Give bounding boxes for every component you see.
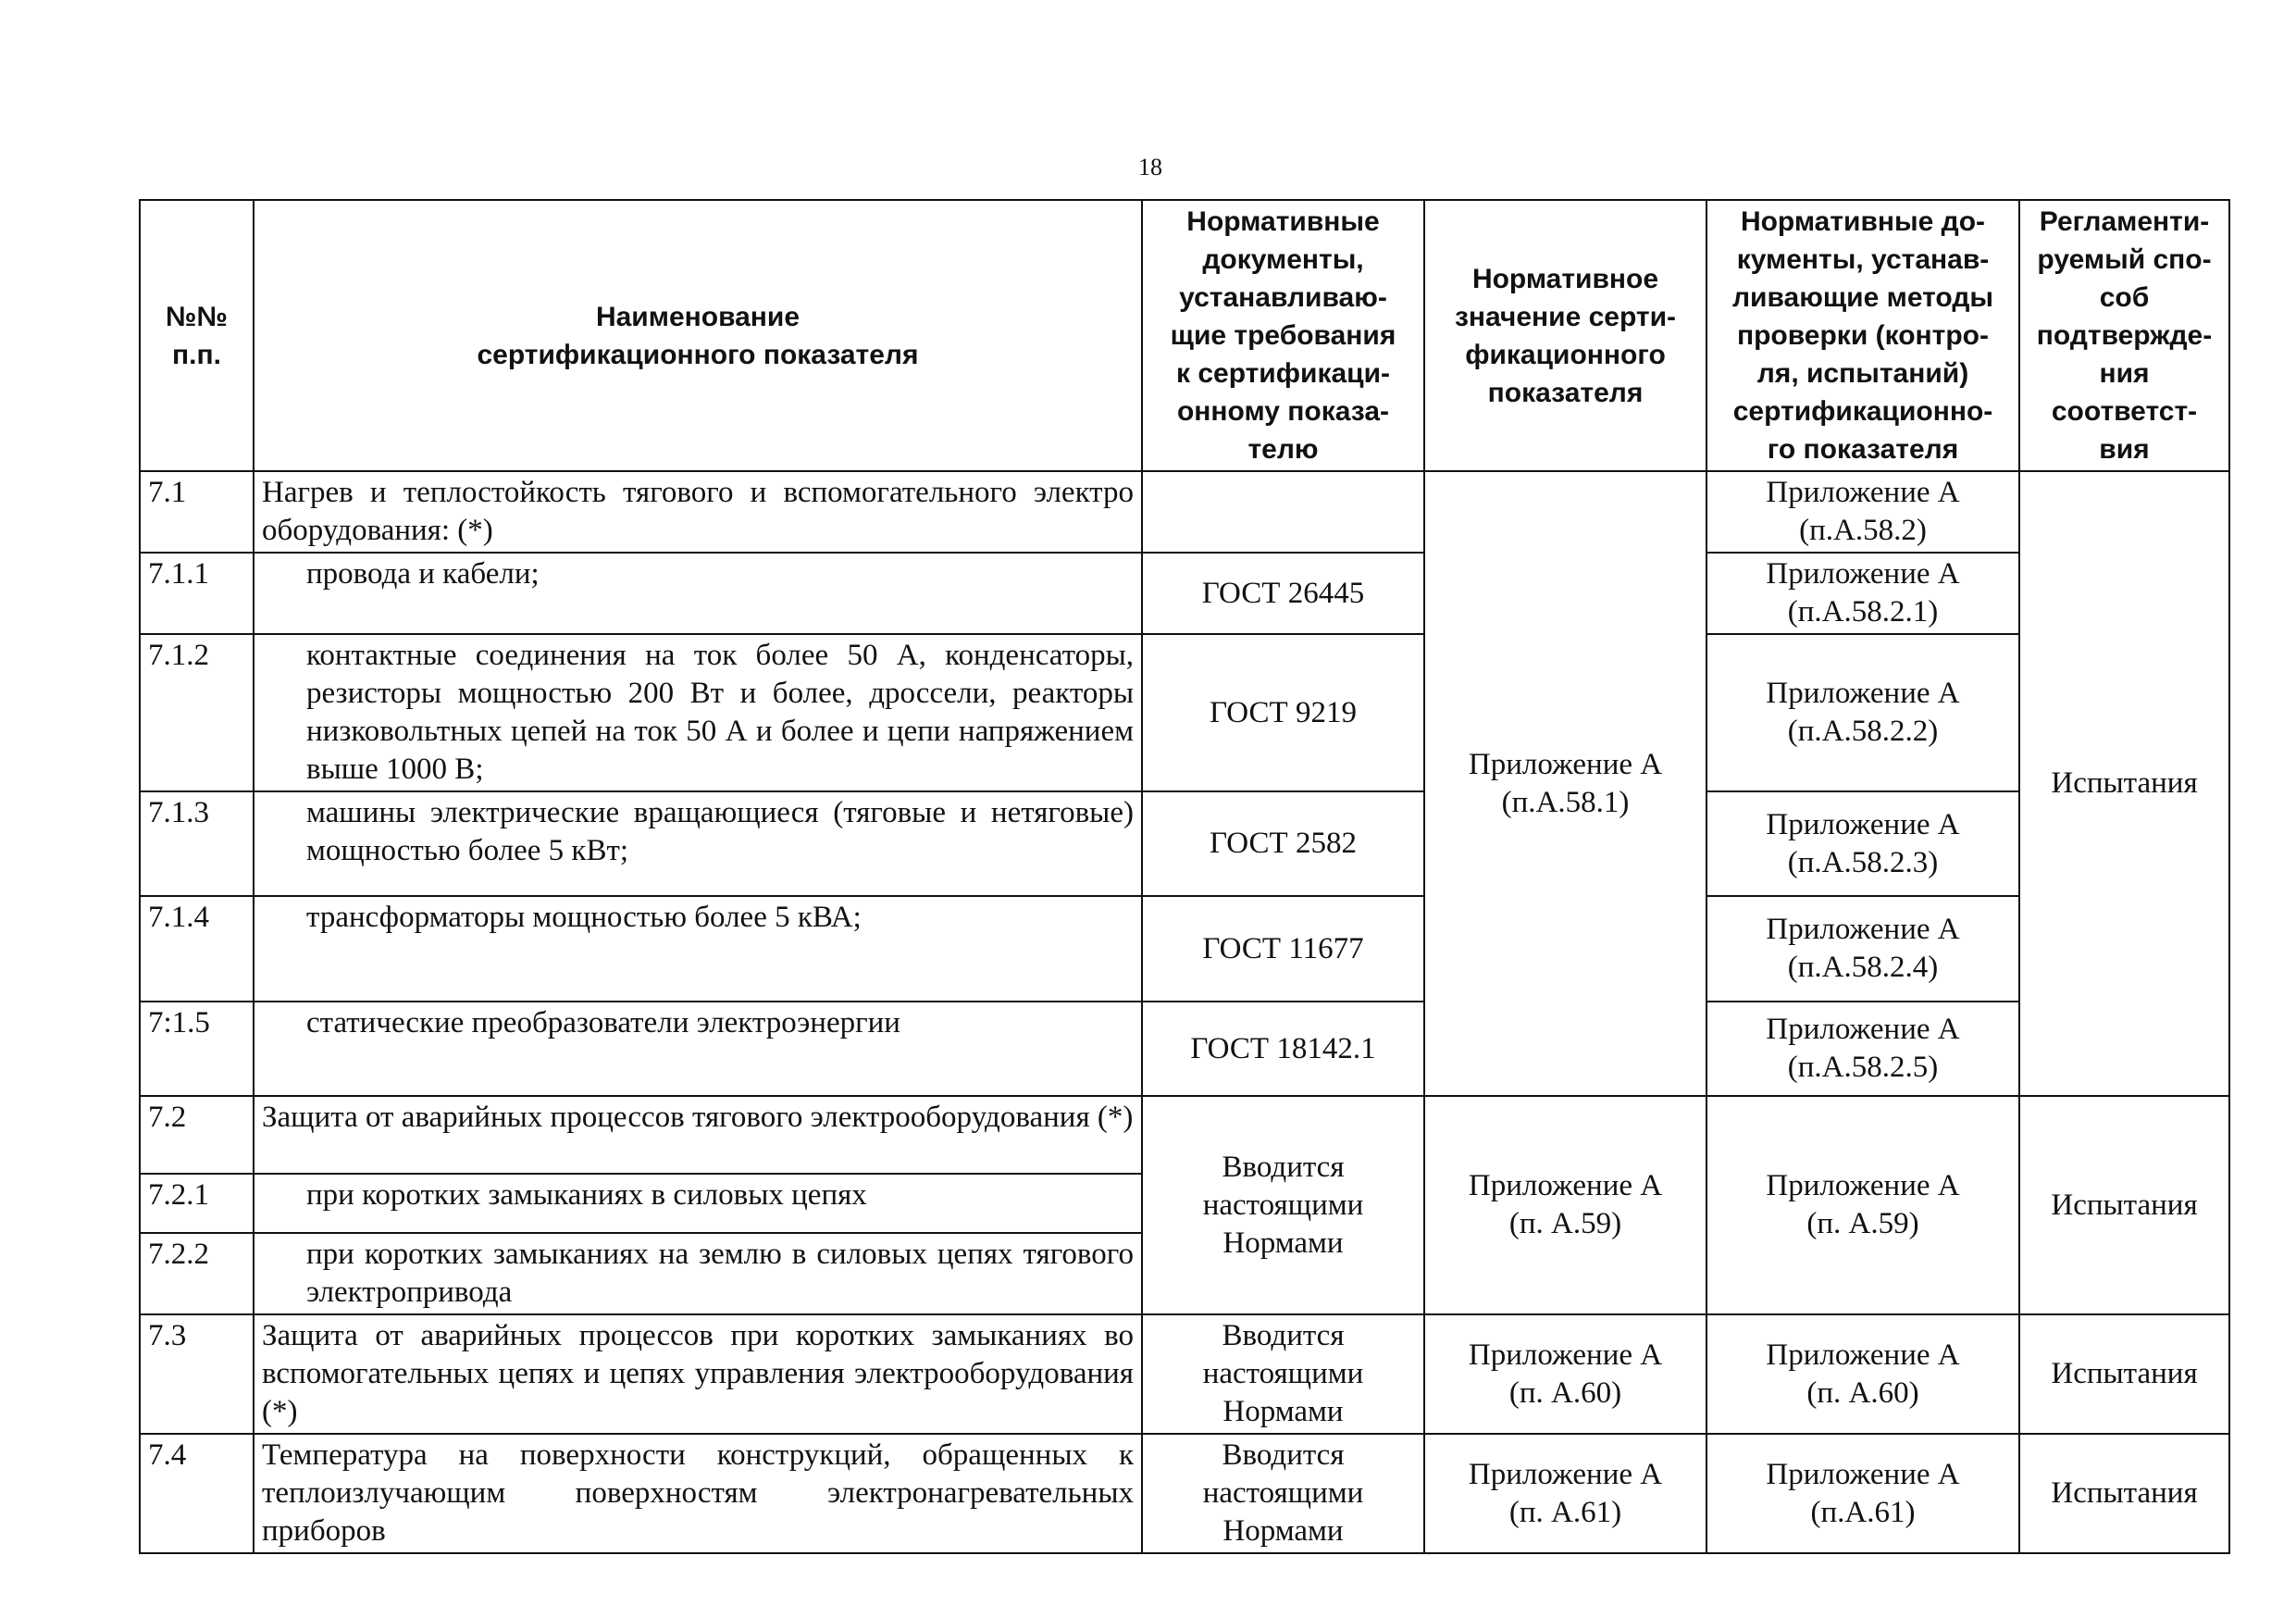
row-method: Испытания [2019, 1314, 2229, 1434]
row-test: Приложение А (п.А.58.2.4) [1706, 896, 2019, 1002]
table-row [140, 471, 2229, 553]
row-number: 7.1 [140, 471, 254, 553]
row-number: 7.2.1 [140, 1174, 254, 1233]
row-number: 7.1.1 [140, 553, 254, 634]
row-name: Защита от аварийных процессов тягового электрооборудования (*) [254, 1096, 1142, 1174]
row-name: статические преобразователи электроэнергии [254, 1002, 1142, 1096]
header-row [140, 200, 2229, 471]
group-7-2-doc: Вводится настоящими Нормами [1142, 1096, 1424, 1314]
row-doc: Вводится настоящими Нормами [1142, 1314, 1424, 1434]
row-number: 7.1.4 [140, 896, 254, 1002]
table-row [140, 1314, 2229, 1434]
row-doc: Вводится настоящими Нормами [1142, 1434, 1424, 1553]
table-row [140, 791, 2229, 896]
table-row [140, 1096, 2229, 1174]
certification-table [139, 199, 2230, 1554]
table-row [140, 634, 2229, 791]
row-value: Приложение А (п. А.60) [1424, 1314, 1706, 1434]
row-test: Приложение А (п.А.58.2.2) [1706, 634, 2019, 791]
row-name: Защита от аварийных процессов при коротких замыканиях во вспомогательных цепях и цепях управления электрооборудования (*) [254, 1314, 1142, 1434]
row-name: при коротких замыканиях на землю в силовых цепях тягового электропривода [254, 1233, 1142, 1314]
row-number: 7.4 [140, 1434, 254, 1553]
group-7-2-value: Приложение А (п. А.59) [1424, 1096, 1706, 1314]
row-name: машины электрические вращающиеся (тяговые и нетяговые) мощностью более 5 кВт; [254, 791, 1142, 896]
header-test-docs: Нормативные до- кументы, устанав- ливающие методы проверки (контро- ля, испытаний) сертификационно- го показателя [1706, 200, 2019, 471]
row-name: при коротких замыканиях в силовых цепях [254, 1174, 1142, 1233]
row-doc: ГОСТ 26445 [1142, 553, 1424, 634]
row-name: контактные соединения на ток более 50 А, конденсаторы, резисторы мощностью 200 Вт и более, дроссели, реакторы низковольтных цепей на ток 50 А и более и цепи напряжением выше 1000 В; [254, 634, 1142, 791]
row-test: Приложение А (п.А.58.2.5) [1706, 1002, 2019, 1096]
row-number: 7.2.2 [140, 1233, 254, 1314]
group-7-1-value: Приложение А (п.А.58.1) [1424, 471, 1706, 1096]
row-value: Приложение А (п. А.61) [1424, 1434, 1706, 1553]
group-7-2-method: Испытания [2019, 1096, 2229, 1314]
table-row [140, 896, 2229, 1002]
row-doc [1142, 471, 1424, 553]
row-test: Приложение А (п.А.58.2.3) [1706, 791, 2019, 896]
page-number: 18 [1138, 154, 1162, 180]
row-name: трансформаторы мощностью более 5 кВА; [254, 896, 1142, 1002]
row-number: 7.2 [140, 1096, 254, 1174]
row-method: Испытания [2019, 1434, 2229, 1553]
row-name: Нагрев и теплостойкость тягового и вспомогательного электро оборудования: (*) [254, 471, 1142, 553]
row-number: 7.1.2 [140, 634, 254, 791]
header-norm-value: Нормативное значение серти- фикационного показателя [1424, 200, 1706, 471]
row-test: Приложение А (п.А.61) [1706, 1434, 2019, 1553]
row-name: Температура на поверхности конструкций, обращенных к теплоизлучающим поверхностям электронагревательных приборов [254, 1434, 1142, 1553]
row-number: 7.3 [140, 1314, 254, 1434]
table-row [140, 1002, 2229, 1096]
table-row [140, 1434, 2229, 1553]
row-test: Приложение А (п.А.58.2.1) [1706, 553, 2019, 634]
row-name: провода и кабели; [254, 553, 1142, 634]
row-test: Приложение А (п.А.58.2) [1706, 471, 2019, 553]
header-method: Регламенти- руемый спо- соб подтвержде- ния соответст- вия [2019, 200, 2229, 471]
row-doc: ГОСТ 11677 [1142, 896, 1424, 1002]
header-num: №№ п.п. [140, 200, 254, 471]
row-doc: ГОСТ 9219 [1142, 634, 1424, 791]
row-number: 7:1.5 [140, 1002, 254, 1096]
table-row [140, 553, 2229, 634]
group-7-2-test: Приложение А (п. А.59) [1706, 1096, 2019, 1314]
header-name: Наименование сертификационного показателя [254, 200, 1142, 471]
row-test: Приложение А (п. А.60) [1706, 1314, 2019, 1434]
row-doc: ГОСТ 2582 [1142, 791, 1424, 896]
group-7-1-method: Испытания [2019, 471, 2229, 1096]
header-norm-docs: Нормативные документы, устанавливаю- щие требования к сертификаци- онному показа- телю [1142, 200, 1424, 471]
row-doc: ГОСТ 18142.1 [1142, 1002, 1424, 1096]
row-number: 7.1.3 [140, 791, 254, 896]
